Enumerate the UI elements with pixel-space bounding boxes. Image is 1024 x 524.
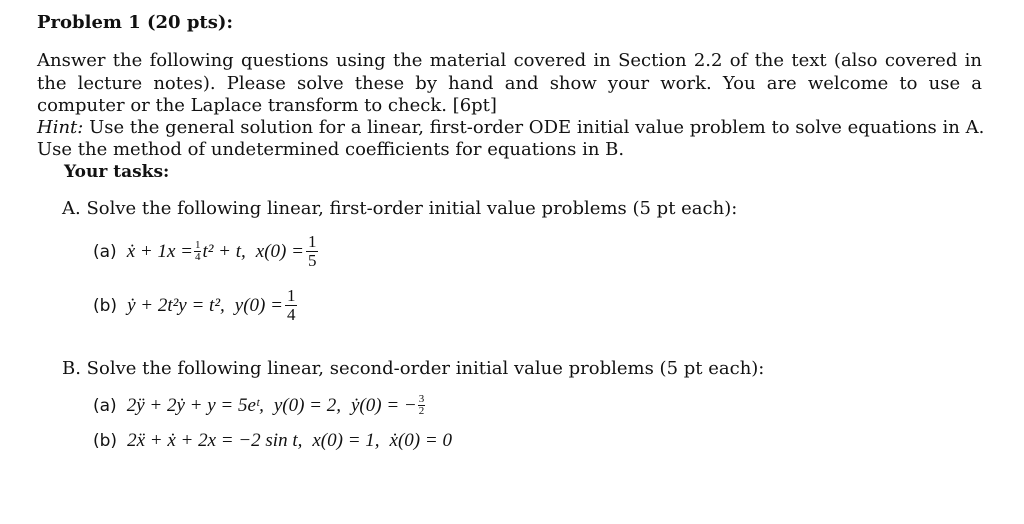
coefficient-fraction — [194, 240, 202, 263]
problem-title: Problem 1 (20 pts): — [37, 12, 234, 33]
fraction-denominator: 4 — [194, 251, 201, 263]
initial-condition: x(0) = — [255, 240, 304, 262]
hint-text: Use the general solution for a linear, first-order ODE initial value problem to solve equations in A. — [83, 117, 985, 138]
ic-fraction — [285, 287, 298, 324]
item-label: (b) — [93, 431, 118, 451]
fraction-numerator: 1 — [194, 239, 201, 251]
problem-intro: Answer the following questions using the material covered in Section 2.2 of the text (also covered in the lecture notes). Please solve these by hand and show your work. You are welcome to use a computer or the Laplace transform to check. [6pt] — [37, 50, 982, 116]
section-b-heading: B. Solve the following linear, second-order initial value problems (5 pt each): — [62, 358, 765, 379]
problem-b-b — [93, 430, 452, 452]
initial-condition: y(0) = — [234, 294, 283, 316]
equation — [127, 233, 321, 270]
item-label: (a) — [93, 395, 117, 416]
problem-b-a — [93, 394, 426, 417]
fraction-denominator: 5 — [307, 251, 317, 270]
fraction-numerator: 1 — [286, 286, 296, 305]
equation — [127, 394, 427, 417]
equation — [127, 430, 452, 452]
initial-condition-1: x(0) = 1, — [312, 430, 380, 451]
fraction-denominator: 4 — [286, 305, 296, 324]
ic-fraction — [306, 233, 319, 270]
item-label: (b) — [93, 295, 118, 316]
equation-lhs: ẋ + 1x = — [126, 240, 193, 262]
tasks-heading: Your tasks: — [64, 162, 170, 182]
equation-rhs: t² + t, — [202, 240, 246, 262]
ic-fraction — [418, 394, 426, 417]
equation-body: 2ẍ + ẋ + 2x = −2 sin t, — [127, 430, 303, 451]
fraction-numerator: 3 — [418, 393, 425, 405]
equation-body: 2ÿ + 2ẏ + y = 5eᵗ, — [126, 394, 264, 416]
initial-condition-2: ẋ(0) = 0 — [389, 430, 452, 451]
equation-body: ẏ + 2t²y = t², — [127, 294, 225, 316]
initial-condition-2: ẏ(0) = − — [351, 394, 417, 416]
fraction-numerator: 1 — [307, 232, 317, 251]
problem-a-a — [93, 233, 320, 270]
item-label: (a) — [93, 241, 117, 262]
fraction-denominator: 2 — [418, 405, 425, 417]
hint-line-1 — [37, 117, 984, 140]
section-a-heading: A. Solve the following linear, first-order initial value problems (5 pt each): — [62, 198, 738, 219]
equation — [127, 287, 299, 324]
initial-condition-1: y(0) = 2, — [273, 394, 341, 416]
hint-label: Hint: — [37, 117, 84, 138]
problem-a-b — [93, 287, 299, 324]
hint-line-2: Use the method of undetermined coefficients for equations in B. — [37, 139, 625, 160]
